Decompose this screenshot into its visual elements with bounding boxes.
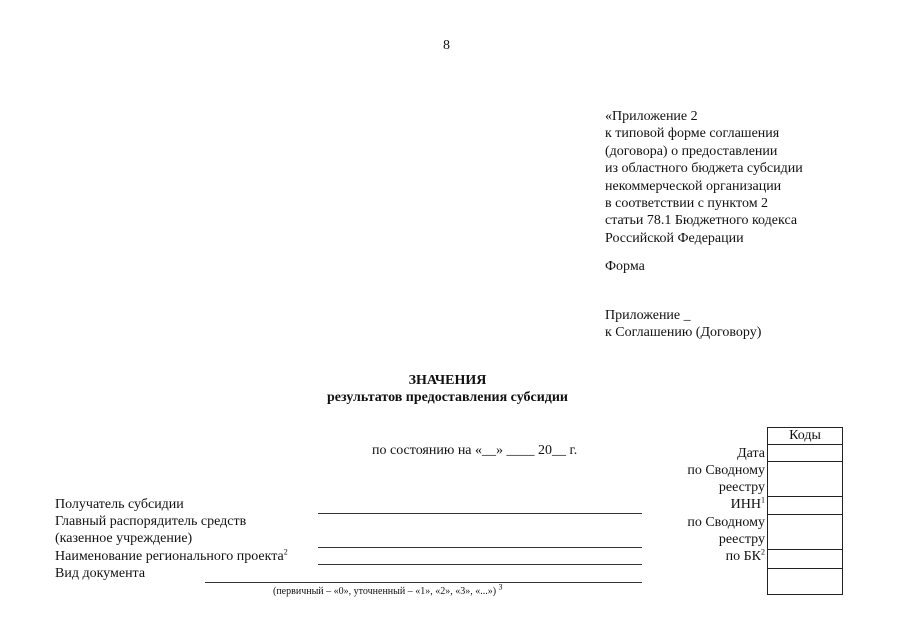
bk-text: по БК: [725, 549, 761, 564]
bk-footnote: 2: [761, 547, 765, 557]
code-cell-bk[interactable]: [768, 550, 843, 569]
project-footnote: 2: [283, 547, 288, 557]
as-of-date: [372, 443, 577, 459]
annex-line: Приложение _: [605, 308, 691, 323]
as-of-mid: » ____ 20: [496, 443, 553, 458]
code-cell-date[interactable]: [768, 445, 843, 462]
project-field-line[interactable]: [318, 564, 642, 565]
label-main-admin-a: Главный распорядитель средств: [55, 514, 247, 529]
code-cell-svod1[interactable]: [768, 462, 843, 497]
appendix-line: «Приложение 2: [605, 109, 698, 124]
appendix-line: некоммерческой организации: [605, 178, 782, 194]
project-text: Наименование регионального проекта: [55, 549, 284, 564]
title-line-1: ЗНАЧЕНИЯ: [408, 373, 487, 388]
appendix-line: из областного бюджета субсидии: [605, 161, 803, 177]
recipient-field-line[interactable]: [318, 513, 642, 514]
as-of-suffix: г.: [566, 443, 578, 458]
code-cell-inn[interactable]: [768, 497, 843, 515]
label-doc-type: Вид документа: [55, 566, 146, 581]
as-of-prefix: по состоянию на «: [372, 443, 483, 458]
label-recipient: Получатель субсидии: [55, 497, 184, 512]
doc-type-field-line[interactable]: [205, 582, 642, 583]
label-inn: [731, 497, 765, 513]
annex-line: к Соглашению (Договору): [605, 325, 762, 340]
appendix-line: в соответствии с пунктом 2: [605, 196, 769, 212]
label-svod1-b: реестру: [718, 480, 765, 495]
page-number: 8: [443, 38, 450, 53]
inn-text: ИНН: [730, 497, 761, 512]
codes-table: [767, 427, 843, 595]
label-svod1-a: по Сводному: [687, 463, 765, 478]
appendix-line: (договора) о предоставлении: [605, 143, 778, 159]
as-of-year: __: [552, 443, 567, 458]
inn-footnote: 1: [761, 495, 765, 505]
appendix-line: статьи 78.1 Бюджетного кодекса: [605, 213, 798, 229]
appendix-header: [605, 108, 803, 247]
appendix-line: Российской Федерации: [605, 230, 744, 246]
appendix-line: к типовой форме соглашения: [605, 126, 780, 142]
code-cell-doctype[interactable]: [768, 569, 843, 595]
doc-type-hint-footnote: 3: [498, 582, 503, 592]
label-svod2-b: реестру: [718, 532, 765, 547]
code-cell-svod2[interactable]: [768, 515, 843, 550]
label-bk: [726, 549, 765, 565]
label-project: [55, 549, 288, 565]
title-line-2: результатов предоставления субсидии: [326, 390, 568, 405]
main-admin-field-line[interactable]: [318, 547, 642, 548]
label-svod2-a: по Сводному: [687, 515, 765, 530]
label-main-admin-b: (казенное учреждение): [55, 531, 193, 546]
form-label: Форма: [605, 259, 645, 274]
as-of-day: __: [482, 443, 497, 458]
document-title: [0, 372, 895, 406]
doc-type-hint-text: (первичный – «0», уточненный – «1», «2», «3», «...»): [273, 586, 497, 597]
codes-header: Коды: [768, 428, 843, 445]
doc-type-hint: [273, 582, 503, 597]
annex-block: [605, 307, 761, 341]
label-date: Дата: [737, 446, 765, 461]
